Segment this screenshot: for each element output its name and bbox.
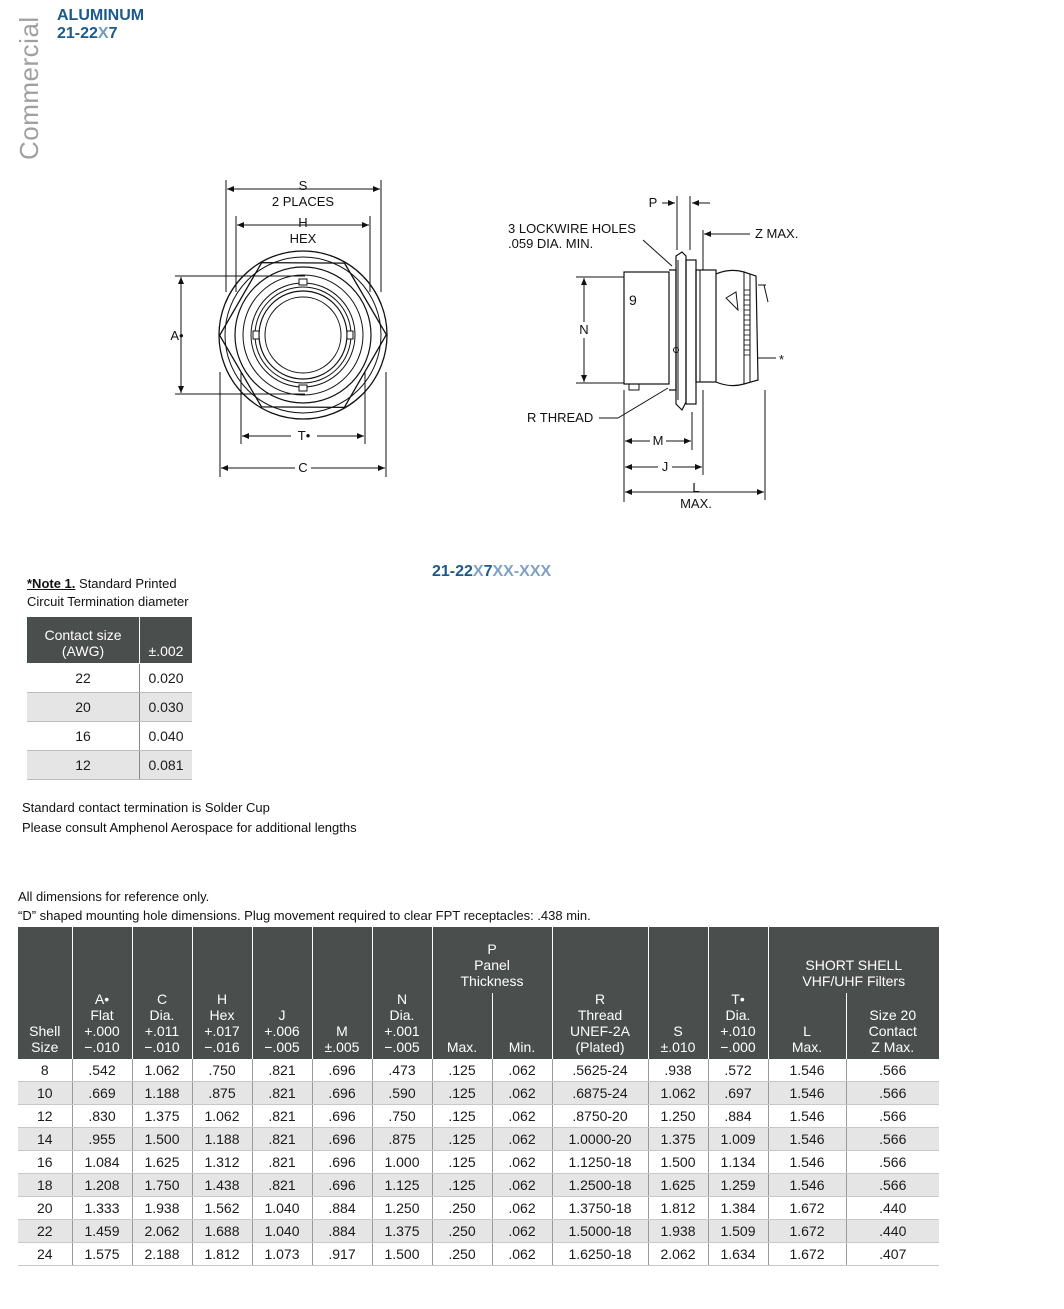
table-cell: 1.500 — [372, 1243, 432, 1266]
dim-j-label: J — [661, 459, 669, 474]
dims-notes — [18, 887, 591, 925]
table-cell: .062 — [492, 1151, 552, 1174]
table-cell: 1.938 — [648, 1220, 708, 1243]
table-cell: 1.625 — [648, 1174, 708, 1197]
dim-s-sub: 2 PLACES — [271, 194, 335, 209]
dims-note-1: All dimensions for reference only. — [18, 889, 210, 904]
col-p-min: Min. — [492, 993, 552, 1059]
table-cell: 1.625 — [132, 1151, 192, 1174]
col-l: L Max. — [768, 993, 846, 1059]
table-cell: .407 — [846, 1243, 939, 1266]
table-cell: 1.546 — [768, 1082, 846, 1105]
table-cell: .125 — [432, 1059, 492, 1082]
table-cell: .473 — [372, 1059, 432, 1082]
table-cell: .875 — [372, 1128, 432, 1151]
table-cell: .062 — [492, 1105, 552, 1128]
table-cell: 1.0000-20 — [552, 1128, 648, 1151]
table-cell: .062 — [492, 1128, 552, 1151]
col-h: H Hex +.017 −.016 — [192, 927, 252, 1059]
table-cell: 1.812 — [192, 1243, 252, 1266]
table-cell: 1.938 — [132, 1197, 192, 1220]
table-cell: 1.546 — [768, 1105, 846, 1128]
table-cell: 1.500 — [132, 1128, 192, 1151]
star-mark: * — [779, 352, 785, 367]
dim-m-label: M — [652, 433, 664, 448]
table-cell: 10 — [18, 1082, 72, 1105]
dim-z-label: Z MAX. — [755, 226, 799, 241]
table-cell: 1.375 — [648, 1128, 708, 1151]
table-cell: .250 — [432, 1197, 492, 1220]
table-cell: 1.040 — [252, 1197, 312, 1220]
table-cell: 1.6250-18 — [552, 1243, 648, 1266]
table-cell: .875 — [192, 1082, 252, 1105]
col-z: Size 20 Contact Z Max. — [846, 993, 939, 1059]
table-cell: 1.188 — [132, 1082, 192, 1105]
col-m: M ±.005 — [312, 927, 372, 1059]
table-cell: 1.125 — [372, 1174, 432, 1197]
table-cell: 1.672 — [768, 1243, 846, 1266]
table-cell: .062 — [492, 1197, 552, 1220]
table-cell: 24 — [18, 1243, 72, 1266]
table-cell: 1.3750-18 — [552, 1197, 648, 1220]
awg-header-size: Contact size (AWG) — [27, 617, 140, 664]
table-cell: 1.562 — [192, 1197, 252, 1220]
col-p-max: Max. — [432, 993, 492, 1059]
info-line-2: Please consult Amphenol Aerospace for additional lengths — [22, 820, 357, 835]
table-cell: .696 — [312, 1174, 372, 1197]
dim-t-label: T• — [297, 428, 311, 443]
table-row — [18, 1082, 939, 1105]
table-row — [18, 1220, 939, 1243]
table-cell: .6875-24 — [552, 1082, 648, 1105]
dims-note-2: “D” shaped mounting hole dimensions. Plug movement required to clear FPT receptacles: .438 min. — [18, 908, 591, 923]
note-block — [27, 575, 189, 611]
table-row — [18, 1197, 939, 1220]
table-cell: .566 — [846, 1059, 939, 1082]
info-line-1: Standard contact termination is Solder Cup — [22, 800, 270, 815]
table-cell: 1.384 — [708, 1197, 768, 1220]
dim-h-sub: HEX — [289, 231, 317, 246]
table-row — [18, 1105, 939, 1128]
table-cell: 14 — [18, 1128, 72, 1151]
note-title: *Note 1. — [27, 576, 76, 591]
table-cell: 1.040 — [252, 1220, 312, 1243]
r-thread-label: R THREAD — [527, 410, 594, 425]
col-p: P Panel Thickness — [432, 927, 552, 993]
table-cell: 1.375 — [132, 1105, 192, 1128]
series-title: 21-22X7 — [57, 25, 118, 42]
table-cell: .821 — [252, 1082, 312, 1105]
dim-l-label: L — [692, 480, 700, 495]
table-cell: 1.1250-18 — [552, 1151, 648, 1174]
table-cell: 1.062 — [192, 1105, 252, 1128]
table-cell: .440 — [846, 1197, 939, 1220]
page-header — [57, 7, 144, 43]
table-cell: 1.634 — [708, 1243, 768, 1266]
table-cell: .697 — [708, 1082, 768, 1105]
dim-n-label: N — [579, 322, 589, 337]
note-text-2: Circuit Termination diameter — [27, 594, 189, 609]
table-cell: .566 — [846, 1151, 939, 1174]
table-cell: .062 — [492, 1243, 552, 1266]
table-cell: .566 — [846, 1128, 939, 1151]
table-cell: 1.750 — [132, 1174, 192, 1197]
table-cell: 1.188 — [192, 1128, 252, 1151]
table-cell: 1.084 — [72, 1151, 132, 1174]
col-t: T• Dia. +.010 −.000 — [708, 927, 768, 1059]
table-cell: .062 — [492, 1174, 552, 1197]
table-cell: 1.2500-18 — [552, 1174, 648, 1197]
table-cell: 1.073 — [252, 1243, 312, 1266]
material-title: ALUMINUM — [57, 7, 145, 24]
table-cell: .917 — [312, 1243, 372, 1266]
table-cell: 1.438 — [192, 1174, 252, 1197]
table-cell: .884 — [312, 1220, 372, 1243]
table-cell: .062 — [492, 1220, 552, 1243]
table-cell: .669 — [72, 1082, 132, 1105]
table-cell: .125 — [432, 1082, 492, 1105]
awg-table — [27, 617, 192, 780]
front-view-drawing — [165, 172, 405, 482]
dim-a-label: A• — [170, 328, 184, 343]
table-cell: 2.062 — [132, 1220, 192, 1243]
table-cell: .821 — [252, 1059, 312, 1082]
lockwire-label-2: .059 DIA. MIN. — [508, 236, 594, 251]
table-cell: 1.546 — [768, 1128, 846, 1151]
table-row — [18, 1128, 939, 1151]
dim-c-label: C — [298, 460, 308, 475]
col-j: J +.006 −.005 — [252, 927, 312, 1059]
table-cell: 1.000 — [372, 1151, 432, 1174]
table-cell: .125 — [432, 1105, 492, 1128]
table-cell: .821 — [252, 1174, 312, 1197]
col-r: R Thread UNEF-2A (Plated) — [552, 927, 648, 1059]
table-cell: .830 — [72, 1105, 132, 1128]
table-row: 20 0.030 — [27, 693, 192, 722]
table-cell: 1.546 — [768, 1059, 846, 1082]
col-c: C Dia. +.011 −.010 — [132, 927, 192, 1059]
table-cell: 1.009 — [708, 1128, 768, 1151]
table-cell: .821 — [252, 1128, 312, 1151]
table-cell: .572 — [708, 1059, 768, 1082]
table-cell: 1.312 — [192, 1151, 252, 1174]
side-view-drawing — [500, 190, 820, 520]
table-cell: .542 — [72, 1059, 132, 1082]
table-cell: .821 — [252, 1105, 312, 1128]
table-cell: 2.062 — [648, 1243, 708, 1266]
table-cell: 1.250 — [372, 1197, 432, 1220]
table-row — [18, 1151, 939, 1174]
table-cell: .696 — [312, 1105, 372, 1128]
table-cell: .062 — [492, 1059, 552, 1082]
table-cell: 1.062 — [648, 1082, 708, 1105]
table-row — [18, 1174, 939, 1197]
table-row — [18, 1059, 939, 1082]
table-cell: 1.208 — [72, 1174, 132, 1197]
table-cell: .5625-24 — [552, 1059, 648, 1082]
table-cell: 12 — [18, 1105, 72, 1128]
table-cell: .750 — [372, 1105, 432, 1128]
table-cell: .696 — [312, 1059, 372, 1082]
table-cell: .821 — [252, 1151, 312, 1174]
table-cell: 16 — [18, 1151, 72, 1174]
table-cell: .250 — [432, 1243, 492, 1266]
col-shell: Shell Size — [18, 927, 72, 1059]
table-cell: 1.259 — [708, 1174, 768, 1197]
table-cell: .250 — [432, 1220, 492, 1243]
dim-p-label: P — [648, 195, 658, 210]
table-cell: 1.375 — [372, 1220, 432, 1243]
table-cell: 1.062 — [132, 1059, 192, 1082]
table-cell: .884 — [312, 1197, 372, 1220]
table-cell: .696 — [312, 1151, 372, 1174]
table-cell: 20 — [18, 1197, 72, 1220]
table-cell: 2.188 — [132, 1243, 192, 1266]
lockwire-label-1: 3 LOCKWIRE HOLES — [508, 221, 636, 236]
part-number-pattern: 21-22X7XX-XXX — [432, 563, 552, 580]
table-cell: .696 — [312, 1082, 372, 1105]
table-cell: .938 — [648, 1059, 708, 1082]
table-cell: 1.672 — [768, 1220, 846, 1243]
table-cell: 1.250 — [648, 1105, 708, 1128]
col-a: A• Flat +.000 −.010 — [72, 927, 132, 1059]
col-short-shell: SHORT SHELL VHF/UHF Filters — [768, 927, 939, 993]
table-cell: .125 — [432, 1151, 492, 1174]
table-row: 12 0.081 — [27, 751, 192, 780]
table-cell: 1.812 — [648, 1197, 708, 1220]
table-cell: .750 — [192, 1059, 252, 1082]
table-cell: 1.575 — [72, 1243, 132, 1266]
table-cell: 1.5000-18 — [552, 1220, 648, 1243]
table-row: 16 0.040 — [27, 722, 192, 751]
table-cell: .062 — [492, 1082, 552, 1105]
table-cell: .566 — [846, 1174, 939, 1197]
table-row: 22 0.020 — [27, 664, 192, 693]
table-cell: 1.546 — [768, 1151, 846, 1174]
table-cell: 1.688 — [192, 1220, 252, 1243]
table-cell: .8750-20 — [552, 1105, 648, 1128]
table-cell: 1.134 — [708, 1151, 768, 1174]
awg-header-tol: ±.002 — [140, 617, 193, 664]
keyway-mark: 9 — [629, 292, 637, 308]
dimensions-table — [18, 927, 939, 1266]
table-cell: 1.459 — [72, 1220, 132, 1243]
table-cell: 18 — [18, 1174, 72, 1197]
info-text — [22, 798, 357, 838]
col-n: N Dia. +.001 −.005 — [372, 927, 432, 1059]
table-cell: 1.500 — [648, 1151, 708, 1174]
table-cell: 1.333 — [72, 1197, 132, 1220]
table-cell: .440 — [846, 1220, 939, 1243]
side-tab-label: Commercial — [14, 16, 44, 160]
table-cell: .566 — [846, 1082, 939, 1105]
table-cell: 22 — [18, 1220, 72, 1243]
table-cell: 8 — [18, 1059, 72, 1082]
table-cell: 1.546 — [768, 1174, 846, 1197]
table-cell: 1.509 — [708, 1220, 768, 1243]
table-cell: .696 — [312, 1128, 372, 1151]
table-cell: .125 — [432, 1128, 492, 1151]
note-text-1: Standard Printed — [75, 576, 177, 591]
table-cell: 1.672 — [768, 1197, 846, 1220]
table-row — [18, 1243, 939, 1266]
dim-l-sub: MAX. — [680, 496, 712, 511]
table-cell: .955 — [72, 1128, 132, 1151]
table-cell: .566 — [846, 1105, 939, 1128]
table-cell: .590 — [372, 1082, 432, 1105]
dim-h-label: H — [298, 215, 308, 230]
col-s: S ±.010 — [648, 927, 708, 1059]
table-cell: .884 — [708, 1105, 768, 1128]
table-cell: .125 — [432, 1174, 492, 1197]
dimensions-table-body — [18, 1059, 939, 1266]
dim-s-label: S — [298, 178, 308, 193]
